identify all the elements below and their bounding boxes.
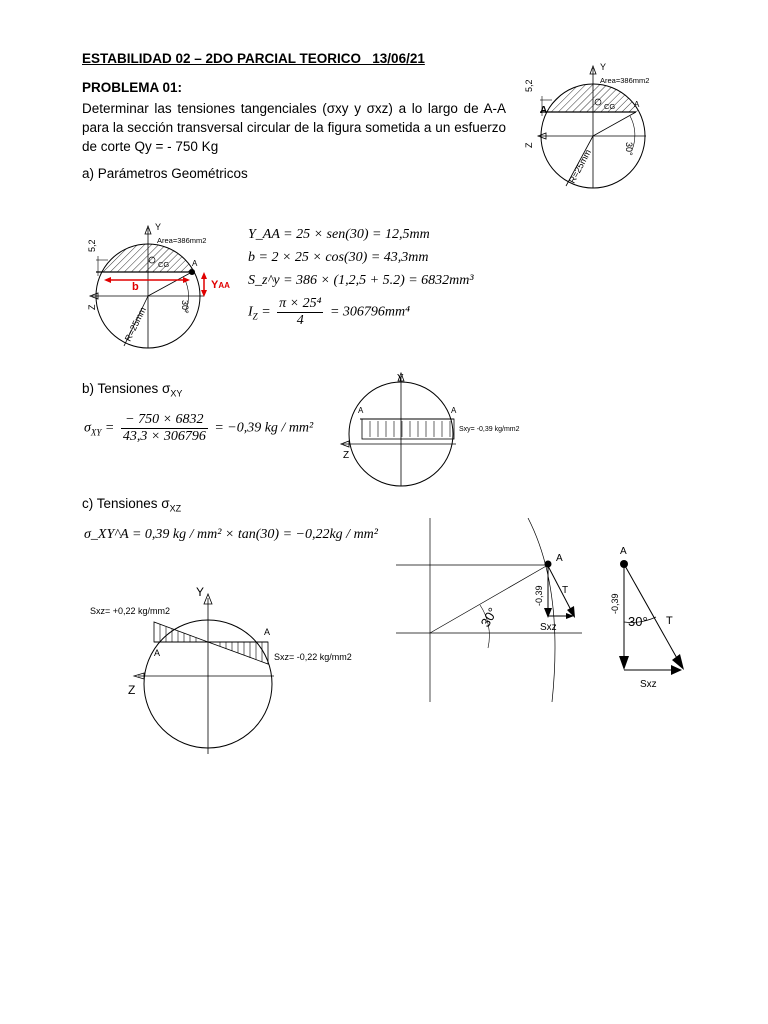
iz-numerator: π × 25⁴: [279, 296, 322, 311]
a-label-left: A: [358, 406, 364, 415]
angle-label: 30°: [180, 300, 190, 314]
neg039-label: -0,39: [610, 593, 620, 614]
sxy-diagram: [338, 366, 538, 488]
angle-label: 30°: [477, 604, 501, 630]
tau-vector: [548, 566, 572, 612]
b-arrow-left-icon: [104, 277, 111, 283]
a-label: A: [192, 259, 198, 268]
angle-label: 30°: [628, 614, 648, 629]
stress-components-diagram: [396, 518, 582, 702]
section-b-title: b) Tensiones $\sigma_{XY}$: [82, 381, 183, 399]
sxy-numerator: − 750 × 6832: [121, 412, 208, 429]
equation-iz: $I_Z$ = $\frac{\text{π × 25⁴}}{4}$ = 306796mm⁴: [248, 296, 411, 328]
y-label: Y: [196, 585, 205, 599]
equation-sz: S_z^y = 386 × (1,2,5 + 5.2) = 6832mm³: [248, 273, 474, 288]
sxz-negative-label: Sxz= -0,22 kg/mm2: [274, 652, 352, 662]
equation-sigma-xz: σ_XY^A = 0,39 kg / mm² × tan(30) = −0,22kg / mm²: [84, 527, 378, 542]
sxz-positive-label: Sxz= +0,22 kg/mm2: [90, 606, 171, 616]
equation-b: b = 2 × 25 × cos(30) = 43,3mm: [248, 250, 429, 265]
radius-label: R=25mm: [566, 147, 594, 185]
radius-label: R=25mm: [122, 305, 148, 343]
stress-triangle-diagram: [598, 542, 694, 690]
angle-label: 30°: [624, 142, 634, 156]
section-c-title: c) Tensiones $\sigma_{XZ}$: [82, 496, 182, 514]
b-label: b: [132, 281, 139, 293]
sxy-arrow-icon: [619, 656, 629, 670]
neg039-label: -0,39: [534, 585, 544, 606]
sxy-result: = −0,39 kg / mm²: [214, 420, 314, 436]
t-label: T: [562, 585, 569, 596]
problem-title: PROBLEMA 01:: [82, 80, 183, 95]
sxz-diagram: [84, 578, 370, 758]
z-label: Z: [524, 142, 534, 148]
a-label-left: A: [540, 105, 548, 116]
y-label: Y: [155, 222, 162, 232]
a-label-left: A: [154, 648, 161, 658]
a-label-right: A: [634, 100, 640, 109]
a-label-right: A: [451, 406, 457, 415]
cg-label: CG: [604, 102, 616, 111]
stress-block: [362, 419, 454, 439]
sxz-label: Sxz: [540, 622, 557, 633]
angle-line: [148, 272, 192, 296]
section-a-title: a) Parámetros Geométricos: [82, 166, 248, 181]
angle-line: [593, 112, 636, 136]
sxy-denominator: 43,3 × 306796: [122, 429, 206, 444]
problem-statement: Determinar las tensiones tangenciales (σxy y σxz) a lo largo de A-A para la sección transversal circular de la figura sometida a un esfuerzo de corte Qy = - 750 Kg: [82, 101, 506, 154]
b-arrow-right-icon: [183, 277, 190, 283]
a-label: A: [556, 553, 563, 564]
yaa-arrow-top-icon: [201, 272, 207, 279]
point-a: [189, 269, 195, 275]
area-label: Area=386mm2: [600, 76, 650, 85]
page-header: ESTABILIDAD 02 – 2DO PARCIAL TEORICO 13/06/21: [82, 51, 425, 66]
stress-arrows: [370, 421, 450, 437]
iz-result: = 306796mm⁴: [329, 304, 411, 320]
z-label: Z: [343, 450, 350, 461]
height-label: 5,2: [524, 79, 534, 92]
section-diagram-a: [84, 220, 234, 352]
y-label: Y: [397, 373, 404, 384]
section-diagram-top: [518, 60, 652, 192]
equation-yaa: Y_AA = 25 × sen(30) = 12,5mm: [248, 227, 430, 242]
t-label: T: [666, 615, 673, 627]
area-label: Area=386mm2: [157, 236, 207, 245]
yaa-label: YAA: [211, 279, 230, 291]
height-label: 5,2: [87, 239, 97, 252]
cg-label: CG: [158, 260, 170, 269]
sxz-label: Sxz: [640, 679, 657, 690]
iz-denominator: 4: [296, 313, 304, 328]
a-label: A: [620, 546, 627, 557]
z-label: Z: [128, 683, 136, 697]
equation-sigma-xy: $\sigma_{XY}$ = $\frac{- 750 \times 6832}{43,3 \times 306796}$ = −0,39 kg / mm²: [84, 412, 314, 444]
a-label-right: A: [264, 627, 271, 637]
y-label: Y: [600, 62, 607, 72]
tau-vector: [624, 564, 678, 660]
z-label: Z: [87, 304, 97, 310]
sxy-value-label: Sxy= -0,39 kg/mm2: [459, 426, 520, 433]
